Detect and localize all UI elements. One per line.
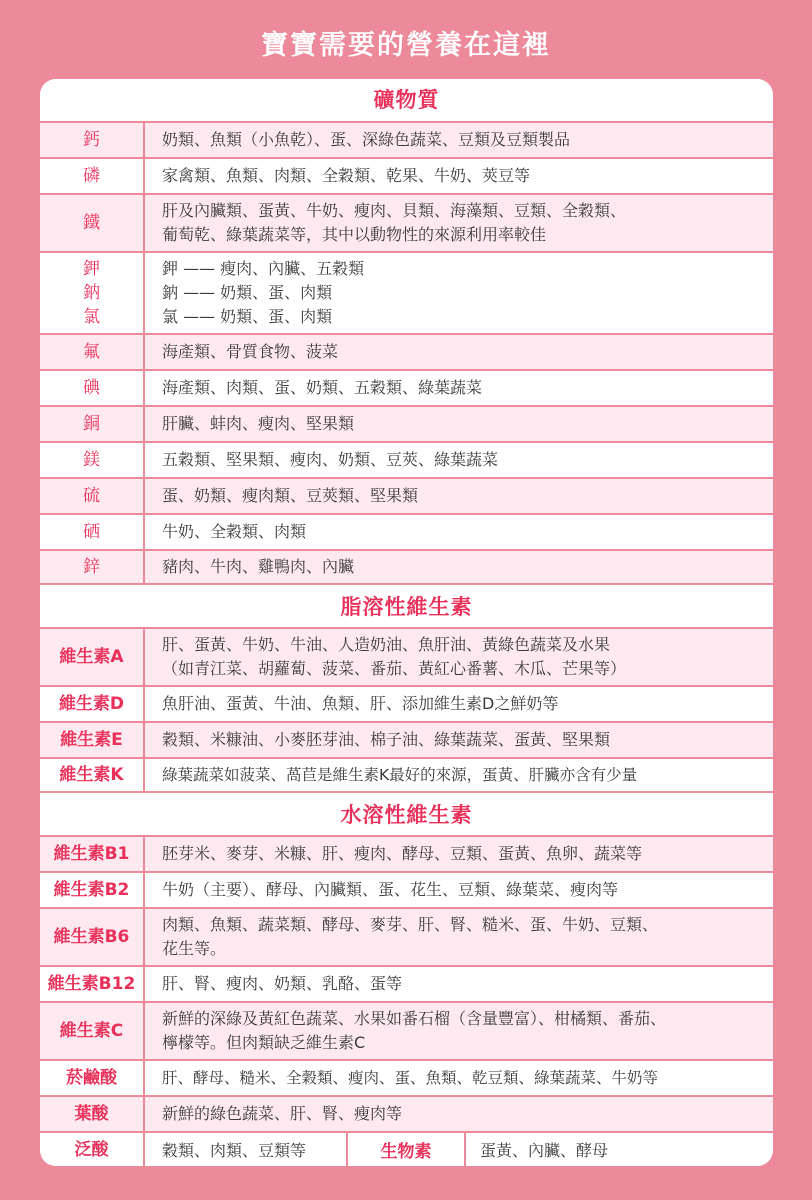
row-content: 蛋、奶類、瘦肉類、豆莢類、堅果類 — [162, 486, 419, 505]
row-content: 肝及內臟類、蛋黃、牛奶、瘦肉、貝類、海藻類、豆類、全穀類、 葡萄乾、綠葉蔬菜等，其中以動物性的來源利用率較佳 — [162, 201, 627, 244]
row-content: 家禽類、魚類、肉類、全穀類、乾果、牛奶、莢豆等 — [162, 166, 531, 185]
row-content: 肝、酵母、糙米、全穀類、瘦肉、蛋、魚類、乾豆類、綠葉蔬菜、牛奶等 — [162, 1069, 659, 1087]
row-label: 鈣 — [40, 123, 145, 157]
table-row — [40, 907, 773, 965]
table-row — [40, 251, 773, 333]
row-label: 泛酸 — [40, 1133, 145, 1166]
row-label: 維生素C — [40, 1003, 145, 1059]
table-row — [40, 1131, 773, 1166]
row-label: 維生素E — [40, 723, 145, 757]
row-content: 穀類、肉類、豆類等 — [162, 1141, 307, 1160]
row-label: 維生素B1 — [40, 837, 145, 871]
row-content: 胚芽米、麥芽、米糠、肝、瘦肉、酵母、豆類、蛋黃、魚卵、蔬菜等 — [162, 844, 643, 863]
row-content: 牛奶（主要）、酵母、內臟類、蛋、花生、豆類、綠葉菜、瘦肉等 — [162, 880, 619, 899]
table-row — [40, 477, 773, 513]
table-row — [40, 871, 773, 907]
row-content: 牛奶、全穀類、肉類 — [162, 522, 307, 541]
row-content: 新鮮的綠色蔬菜、肝、腎、瘦肉等 — [162, 1104, 403, 1123]
row-content: 肝臟、蚌肉、瘦肉、堅果類 — [162, 414, 355, 433]
table-row — [40, 627, 773, 685]
nutrition-table — [40, 79, 773, 1166]
row-label: 維生素B2 — [40, 873, 145, 907]
row-sublabel: 生物素 — [346, 1133, 466, 1166]
row-content: 新鮮的深綠及黃紅色蔬菜、水果如番石榴（含量豐富）、柑橘類、番茄、 檸檬等。但肉類缺乏維生素C — [162, 1009, 667, 1052]
row-subcontent: 蛋黃、內臟、酵母 — [480, 1141, 609, 1160]
row-label: 鎂 — [40, 443, 145, 477]
row-label: 硫 — [40, 479, 145, 513]
row-label: 鋅 — [40, 551, 145, 583]
row-content: 穀類、米糠油、小麥胚芽油、棉子油、綠葉蔬菜、蛋黃、堅果類 — [162, 730, 611, 749]
table-row — [40, 405, 773, 441]
row-label: 維生素K — [40, 759, 145, 791]
table-row — [40, 965, 773, 1001]
row-label: 氟 — [40, 335, 145, 369]
table-row — [40, 513, 773, 549]
row-content: 海產類、骨質食物、菠菜 — [162, 342, 339, 361]
row-label: 鐵 — [40, 195, 145, 251]
row-content: 奶類、魚類（小魚乾）、蛋、深綠色蔬菜、豆類及豆類製品 — [162, 130, 571, 149]
row-label: 碘 — [40, 371, 145, 405]
row-label: 鉀 鈉 氯 — [40, 253, 145, 333]
table-row — [40, 157, 773, 193]
row-label: 葉酸 — [40, 1097, 145, 1131]
table-row — [40, 333, 773, 369]
row-content: 綠葉蔬菜如菠菜、萵苣是維生素K最好的來源，蛋黃、肝臟亦含有少量 — [162, 766, 638, 784]
section-title-fat-soluble: 脂溶性維生素 — [40, 585, 773, 627]
row-label: 磷 — [40, 159, 145, 193]
row-content: 肉類、魚類、蔬菜類、酵母、麥芽、肝、腎、糙米、蛋、牛奶、豆類、 花生等。 — [162, 915, 659, 958]
row-content: 肝、腎、瘦肉、奶類、乳酪、蛋等 — [162, 974, 403, 993]
table-row — [40, 757, 773, 793]
row-label: 維生素B12 — [40, 967, 145, 1001]
table-row — [40, 549, 773, 585]
table-row — [40, 369, 773, 405]
table-row — [40, 685, 773, 721]
row-content: 肝、蛋黃、牛奶、牛油、人造奶油、魚肝油、黃綠色蔬菜及水果 （如青江菜、胡蘿蔔、菠菜、番茄、黃紅心番薯、木瓜、芒果等） — [162, 635, 627, 678]
table-row — [40, 121, 773, 157]
section-title-water-soluble: 水溶性維生素 — [40, 793, 773, 835]
row-label: 維生素B6 — [40, 909, 145, 965]
row-content: 魚肝油、蛋黃、牛油、魚類、肝、添加維生素D之鮮奶等 — [162, 694, 559, 713]
row-label: 維生素D — [40, 687, 145, 721]
table-row — [40, 835, 773, 871]
table-row — [40, 721, 773, 757]
row-content: 五穀類、堅果類、瘦肉、奶類、豆莢、綠葉蔬菜 — [162, 450, 499, 469]
row-label: 銅 — [40, 407, 145, 441]
row-label: 硒 — [40, 515, 145, 549]
row-content: 豬肉、牛肉、雞鴨肉、內臟 — [162, 557, 355, 576]
page-title: 寶寶需要的營養在這裡 — [261, 30, 551, 61]
row-label: 維生素A — [40, 629, 145, 685]
table-row — [40, 1001, 773, 1059]
section-title-minerals: 礦物質 — [40, 79, 773, 121]
table-row — [40, 1095, 773, 1131]
row-label: 菸鹼酸 — [40, 1061, 145, 1095]
table-row — [40, 193, 773, 251]
table-row — [40, 441, 773, 477]
table-row — [40, 1059, 773, 1095]
row-content: 海產類、肉類、蛋、奶類、五穀類、綠葉蔬菜 — [162, 378, 483, 397]
row-content: 鉀 —— 瘦肉、內臟、五穀類 鈉 —— 奶類、蛋、肉類 氯 —— 奶類、蛋、肉類 — [162, 259, 365, 326]
